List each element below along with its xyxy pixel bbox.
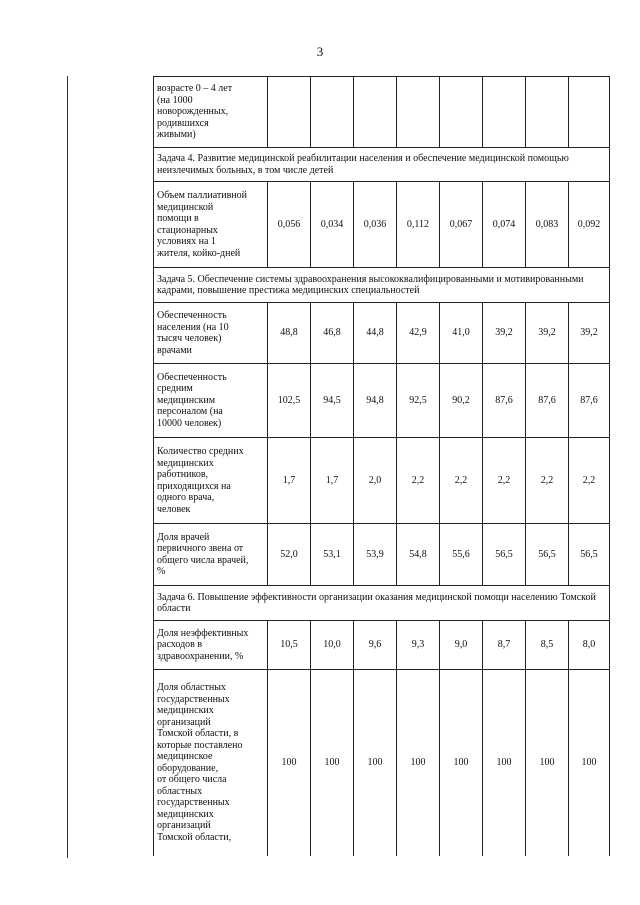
- value-cell: 0,034: [311, 182, 354, 268]
- indicator-label: возрасте 0 – 4 лет (на 1000 новорожденных, родившихся живыми): [154, 77, 268, 148]
- value-cell: 1,7: [311, 438, 354, 524]
- value-cell: 100: [440, 670, 483, 856]
- value-cell: 8,5: [526, 621, 569, 670]
- indicator-label: Количество средних медицинских работников, приходящихся на одного врача, человек: [154, 438, 268, 524]
- indicator-row: [154, 670, 610, 856]
- value-cell: 100: [354, 670, 397, 856]
- value-cell: 87,6: [483, 364, 526, 438]
- value-cell: 0,056: [268, 182, 311, 268]
- value-cell: 10,5: [268, 621, 311, 670]
- task-row: [154, 586, 610, 621]
- task-heading: Задача 6. Повышение эффективности организации оказания медицинской помощи населению Томской области: [154, 586, 610, 621]
- value-cell: 0,112: [397, 182, 440, 268]
- indicator-label: Обеспеченность средним медицинским персоналом (на 10000 человек): [154, 364, 268, 438]
- value-cell: 56,5: [569, 524, 610, 586]
- indicator-row: [154, 303, 610, 364]
- value-cell: 102,5: [268, 364, 311, 438]
- value-cell: 55,6: [440, 524, 483, 586]
- page-number: 3: [316, 44, 324, 59]
- value-cell: [483, 77, 526, 148]
- value-cell: 9,0: [440, 621, 483, 670]
- value-cell: 94,5: [311, 364, 354, 438]
- indicator-label: Доля областных государственных медицинских организаций Томской области, в которые поставлено медицинское оборудование, от общего числа областных государственных медицинских организаций Томской области,: [154, 670, 268, 856]
- value-cell: [440, 77, 483, 148]
- value-cell: 56,5: [483, 524, 526, 586]
- indicator-label: Доля неэффективных расходов в здравоохранении, %: [154, 621, 268, 670]
- value-cell: 56,5: [526, 524, 569, 586]
- indicator-row: [154, 438, 610, 524]
- indicator-row: [154, 364, 610, 438]
- value-cell: 8,0: [569, 621, 610, 670]
- value-cell: 0,074: [483, 182, 526, 268]
- value-cell: [526, 77, 569, 148]
- value-cell: 100: [569, 670, 610, 856]
- value-cell: 100: [268, 670, 311, 856]
- value-cell: 2,2: [440, 438, 483, 524]
- value-cell: 2,2: [397, 438, 440, 524]
- value-cell: 8,7: [483, 621, 526, 670]
- task-row: [154, 268, 610, 303]
- value-cell: 2,2: [569, 438, 610, 524]
- indicator-row: [154, 182, 610, 268]
- value-cell: 52,0: [268, 524, 311, 586]
- value-cell: 0,083: [526, 182, 569, 268]
- value-cell: 53,9: [354, 524, 397, 586]
- value-cell: [268, 77, 311, 148]
- value-cell: [569, 77, 610, 148]
- value-cell: 9,3: [397, 621, 440, 670]
- value-cell: [311, 77, 354, 148]
- value-cell: 39,2: [569, 303, 610, 364]
- value-cell: 42,9: [397, 303, 440, 364]
- value-cell: 100: [483, 670, 526, 856]
- margin-line: [67, 76, 68, 858]
- indicator-row: [154, 524, 610, 586]
- value-cell: [354, 77, 397, 148]
- value-cell: 100: [311, 670, 354, 856]
- value-cell: 44,8: [354, 303, 397, 364]
- value-cell: 10,0: [311, 621, 354, 670]
- task-row: [154, 148, 610, 182]
- value-cell: 46,8: [311, 303, 354, 364]
- indicator-label: Объем паллиативной медицинской помощи в стационарных условиях на 1 жителя, койко-дней: [154, 182, 268, 268]
- value-cell: 41,0: [440, 303, 483, 364]
- value-cell: 39,2: [483, 303, 526, 364]
- indicator-label: Доля врачей первичного звена от общего числа врачей, %: [154, 524, 268, 586]
- value-cell: 9,6: [354, 621, 397, 670]
- value-cell: 87,6: [569, 364, 610, 438]
- value-cell: [397, 77, 440, 148]
- value-cell: 100: [526, 670, 569, 856]
- value-cell: 2,0: [354, 438, 397, 524]
- value-cell: 54,8: [397, 524, 440, 586]
- indicator-row: [154, 77, 610, 148]
- task-heading: Задача 4. Развитие медицинской реабилитации населения и обеспечение медицинской помощью неизлечимых больных, в том числе детей: [154, 148, 610, 182]
- value-cell: 0,067: [440, 182, 483, 268]
- value-cell: 2,2: [526, 438, 569, 524]
- value-cell: 100: [397, 670, 440, 856]
- value-cell: 94,8: [354, 364, 397, 438]
- indicators-table: [153, 76, 610, 856]
- value-cell: 39,2: [526, 303, 569, 364]
- task-heading: Задача 5. Обеспечение системы здравоохранения высококвалифицированными и мотивированными кадрами, повышение престижа медицинских специальностей: [154, 268, 610, 303]
- indicator-row: [154, 621, 610, 670]
- table-body: [154, 77, 610, 856]
- value-cell: 90,2: [440, 364, 483, 438]
- value-cell: 53,1: [311, 524, 354, 586]
- value-cell: 0,092: [569, 182, 610, 268]
- value-cell: 48,8: [268, 303, 311, 364]
- value-cell: 0,036: [354, 182, 397, 268]
- value-cell: 92,5: [397, 364, 440, 438]
- value-cell: 87,6: [526, 364, 569, 438]
- value-cell: 2,2: [483, 438, 526, 524]
- value-cell: 1,7: [268, 438, 311, 524]
- indicator-label: Обеспеченность населения (на 10 тысяч человек) врачами: [154, 303, 268, 364]
